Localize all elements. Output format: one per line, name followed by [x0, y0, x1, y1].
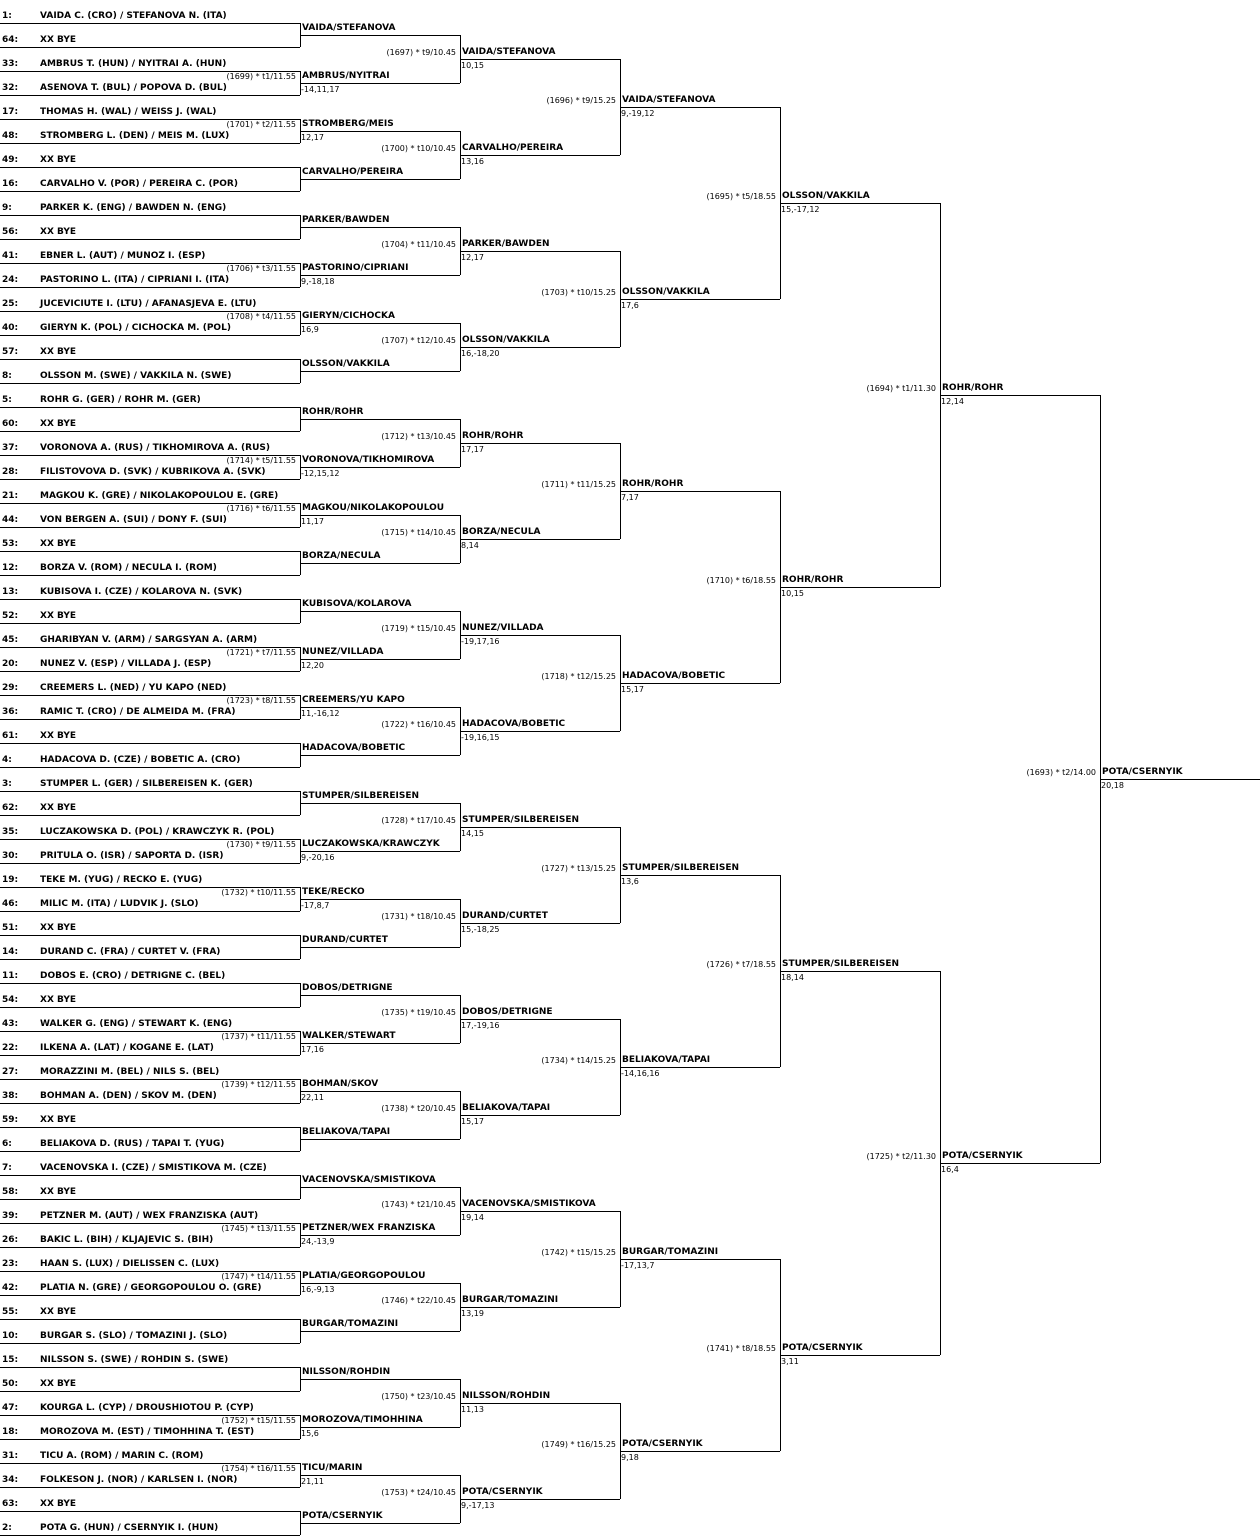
entry-seed: 64: [2, 35, 19, 45]
match-winner: POTA/CSERNYIK [462, 1487, 543, 1497]
entry-name: CARVALHO V. (POR) / PEREIRA C. (POR) [40, 179, 238, 189]
entry-seed: 14: [2, 947, 19, 957]
entry-seed: 20: [2, 659, 19, 669]
match-score: 15,17 [461, 1117, 484, 1126]
match-score: 7,17 [621, 493, 639, 502]
entry-name: LUCZAKOWSKA D. (POL) / KRAWCZYK R. (POL) [40, 827, 275, 837]
entry-seed: 19: [2, 875, 19, 885]
entry-seed: 24: [2, 275, 19, 285]
entry-name: XX BYE [40, 803, 77, 813]
match-score: -17,13,7 [621, 1261, 655, 1270]
entry-seed: 13: [2, 587, 19, 597]
entry-name: MAGKOU K. (GRE) / NIKOLAKOPOULOU E. (GRE) [40, 491, 279, 501]
match-winner: NUNEZ/VILLADA [302, 647, 384, 657]
match-info: (1715) * t14/10.45 [381, 528, 456, 537]
entry-name: VACENOVSKA I. (CZE) / SMISTIKOVA M. (CZE) [40, 1163, 267, 1173]
match-winner: HADACOVA/BOBETIC [622, 671, 726, 681]
entry-name: RAMIC T. (CRO) / DE ALMEIDA M. (FRA) [40, 707, 236, 717]
match-score: 15,6 [301, 1429, 319, 1438]
match-winner: DURAND/CURTET [462, 911, 548, 921]
match-score: 12,20 [301, 661, 324, 670]
match-winner: VACENOVSKA/SMISTIKOVA [302, 1175, 436, 1185]
entry-name: STUMPER L. (GER) / SILBEREISEN K. (GER) [40, 779, 253, 789]
entry-name: PETZNER M. (AUT) / WEX FRANZISKA (AUT) [40, 1211, 259, 1221]
match-winner: OLSSON/VAKKILA [302, 359, 390, 369]
entry-name: PASTORINO L. (ITA) / CIPRIANI I. (ITA) [40, 275, 230, 285]
entry-seed: 21: [2, 491, 19, 501]
entry-seed: 36: [2, 707, 19, 717]
match-score: 9,18 [621, 1453, 639, 1462]
entry-name: MILIC M. (ITA) / LUDVIK J. (SLO) [40, 899, 199, 909]
entry-seed: 34: [2, 1475, 19, 1485]
match-info: (1726) * t7/18.55 [706, 960, 776, 969]
entry-seed: 17: [2, 107, 19, 117]
match-info: (1750) * t23/10.45 [381, 1392, 456, 1401]
entry-name: MOROZOVA M. (EST) / TIMOHHINA T. (EST) [40, 1427, 255, 1437]
match-score: 12,17 [461, 253, 484, 262]
match-score: 22,11 [301, 1093, 324, 1102]
match-info: (1725) * t2/11.30 [866, 1152, 936, 1161]
entry-seed: 26: [2, 1235, 19, 1245]
match-winner: CARVALHO/PEREIRA [302, 167, 404, 177]
entry-name: PRITULA O. (ISR) / SAPORTA D. (ISR) [40, 851, 224, 861]
entry-name: VAIDA C. (CRO) / STEFANOVA N. (ITA) [40, 11, 227, 21]
entry-seed: 37: [2, 443, 19, 453]
match-info: (1728) * t17/10.45 [381, 816, 456, 825]
match-info: (1719) * t15/10.45 [381, 624, 456, 633]
entry-name: THOMAS H. (WAL) / WEISS J. (WAL) [40, 107, 217, 117]
entry-name: ILKENA A. (LAT) / KOGANE E. (LAT) [40, 1043, 214, 1053]
match-score: 16,-9,13 [301, 1285, 335, 1294]
entry-name: PARKER K. (ENG) / BAWDEN N. (ENG) [40, 203, 227, 213]
entry-name: HAAN S. (LUX) / DIELISSEN C. (LUX) [40, 1259, 220, 1269]
match-winner: POTA/CSERNYIK [302, 1511, 383, 1521]
match-score: 19,14 [461, 1213, 484, 1222]
entry-seed: 5: [2, 395, 12, 405]
match-winner: POTA/CSERNYIK [942, 1151, 1023, 1161]
entry-seed: 57: [2, 347, 19, 357]
match-winner: BELIAKOVA/TAPAI [302, 1127, 391, 1137]
match-info: (1743) * t21/10.45 [381, 1200, 456, 1209]
match-info: (1735) * t19/10.45 [381, 1008, 456, 1017]
entry-seed: 6: [2, 1139, 12, 1149]
match-info: (1752) * t15/11.55 [221, 1416, 296, 1425]
match-info: (1700) * t10/10.45 [381, 144, 456, 153]
match-winner: POTA/CSERNYIK [782, 1343, 863, 1353]
match-info: (1731) * t18/10.45 [381, 912, 456, 921]
match-score: 17,6 [621, 301, 639, 310]
match-info: (1707) * t12/10.45 [381, 336, 456, 345]
match-winner: WALKER/STEWART [302, 1031, 396, 1041]
match-score: 9,-17,13 [461, 1501, 495, 1510]
match-info: (1753) * t24/10.45 [381, 1488, 456, 1497]
match-score: 11,13 [461, 1405, 484, 1414]
match-winner: POTA/CSERNYIK [622, 1439, 703, 1449]
entry-seed: 1: [2, 11, 12, 21]
match-score: 9,-19,12 [621, 109, 655, 118]
entry-seed: 59: [2, 1115, 19, 1125]
entry-seed: 43: [2, 1019, 19, 1029]
entry-name: XX BYE [40, 155, 77, 165]
entry-seed: 10: [2, 1331, 19, 1341]
entry-name: TICU A. (ROM) / MARIN C. (ROM) [40, 1451, 204, 1461]
match-winner: BURGAR/TOMAZINI [302, 1319, 399, 1329]
match-winner: HADACOVA/BOBETIC [302, 743, 406, 753]
entry-name: EBNER L. (AUT) / MUNOZ I. (ESP) [40, 251, 206, 261]
match-winner: AMBRUS/NYITRAI [302, 71, 390, 81]
entry-name: MORAZZINI M. (BEL) / NILS S. (BEL) [40, 1067, 220, 1077]
match-winner: STUMPER/SILBEREISEN [622, 863, 740, 873]
entry-name: XX BYE [40, 1187, 77, 1197]
entry-seed: 32: [2, 83, 19, 93]
entry-name: NUNEZ V. (ESP) / VILLADA J. (ESP) [40, 659, 212, 669]
match-info: (1711) * t11/15.25 [541, 480, 616, 489]
entry-seed: 15: [2, 1355, 19, 1365]
entry-name: OLSSON M. (SWE) / VAKKILA N. (SWE) [40, 371, 232, 381]
match-score: 15,17 [621, 685, 644, 694]
match-winner: NILSSON/ROHDIN [462, 1391, 551, 1401]
match-winner: GIERYN/CICHOCKA [302, 311, 395, 321]
match-info: (1742) * t15/15.25 [541, 1248, 616, 1257]
entry-seed: 38: [2, 1091, 19, 1101]
match-info: (1696) * t9/15.25 [546, 96, 616, 105]
entry-name: VORONOVA A. (RUS) / TIKHOMIROVA A. (RUS) [40, 443, 270, 453]
entry-name: XX BYE [40, 995, 77, 1005]
entry-seed: 7: [2, 1163, 12, 1173]
match-score: 10,15 [461, 61, 484, 70]
match-winner: BORZA/NECULA [462, 527, 541, 537]
entry-seed: 30: [2, 851, 19, 861]
entry-seed: 2: [2, 1523, 12, 1533]
match-winner: BELIAKOVA/TAPAI [462, 1103, 551, 1113]
entry-name: AMBRUS T. (HUN) / NYITRAI A. (HUN) [40, 59, 227, 69]
entry-name: FOLKESON J. (NOR) / KARLSEN I. (NOR) [40, 1475, 238, 1485]
match-winner: CARVALHO/PEREIRA [462, 143, 564, 153]
match-winner: MAGKOU/NIKOLAKOPOULOU [302, 503, 445, 513]
entry-seed: 33: [2, 59, 19, 69]
match-winner: LUCZAKOWSKA/KRAWCZYK [302, 839, 440, 849]
match-info: (1703) * t10/15.25 [541, 288, 616, 297]
entry-name: KOURGA L. (CYP) / DROUSHIOTOU P. (CYP) [40, 1403, 254, 1413]
entry-seed: 42: [2, 1283, 19, 1293]
match-info: (1712) * t13/10.45 [381, 432, 456, 441]
entry-name: FILISTOVOVA D. (SVK) / KUBRIKOVA A. (SVK) [40, 467, 266, 477]
entry-seed: 28: [2, 467, 19, 477]
match-score: 14,15 [461, 829, 484, 838]
entry-seed: 55: [2, 1307, 19, 1317]
match-winner: STUMPER/SILBEREISEN [302, 791, 420, 801]
match-winner: ROHR/ROHR [782, 575, 844, 585]
entry-name: PLATIA N. (GRE) / GEORGOPOULOU O. (GRE) [40, 1283, 262, 1293]
match-winner: DOBOS/DETRIGNE [462, 1007, 553, 1017]
match-score: 12,17 [301, 133, 324, 142]
entry-seed: 31: [2, 1451, 19, 1461]
match-winner: PARKER/BAWDEN [302, 215, 390, 225]
entry-seed: 52: [2, 611, 19, 621]
match-winner: OLSSON/VAKKILA [622, 287, 710, 297]
match-score: 3,11 [781, 1357, 799, 1366]
entry-name: BURGAR S. (SLO) / TOMAZINI J. (SLO) [40, 1331, 228, 1341]
match-info: (1722) * t16/10.45 [381, 720, 456, 729]
match-info: (1699) * t1/11.55 [226, 72, 296, 81]
entry-seed: 54: [2, 995, 19, 1005]
entry-seed: 51: [2, 923, 19, 933]
match-winner: VACENOVSKA/SMISTIKOVA [462, 1199, 596, 1209]
match-winner: POTA/CSERNYIK [1102, 767, 1183, 777]
match-winner: VAIDA/STEFANOVA [302, 23, 396, 33]
match-score: 16,4 [941, 1165, 959, 1174]
entry-name: KUBISOVA I. (CZE) / KOLAROVA N. (SVK) [40, 587, 243, 597]
entry-seed: 23: [2, 1259, 19, 1269]
match-score: 18,14 [781, 973, 804, 982]
match-winner: DURAND/CURTET [302, 935, 388, 945]
match-score: 13,19 [461, 1309, 484, 1318]
match-winner: VAIDA/STEFANOVA [622, 95, 716, 105]
match-info: (1708) * t4/11.55 [226, 312, 296, 321]
match-info: (1732) * t10/11.55 [221, 888, 296, 897]
match-score: 17,17 [461, 445, 484, 454]
entry-seed: 46: [2, 899, 19, 909]
match-winner: DOBOS/DETRIGNE [302, 983, 393, 993]
match-winner: BOHMAN/SKOV [302, 1079, 379, 1089]
entry-name: BORZA V. (ROM) / NECULA I. (ROM) [40, 563, 217, 573]
entry-name: BOHMAN A. (DEN) / SKOV M. (DEN) [40, 1091, 217, 1101]
entry-seed: 50: [2, 1379, 19, 1389]
entry-name: JUCEVICIUTE I. (LTU) / AFANASJEVA E. (LTU) [40, 299, 257, 309]
entry-seed: 8: [2, 371, 12, 381]
match-score: 15,-18,25 [461, 925, 500, 934]
entry-seed: 63: [2, 1499, 19, 1509]
entry-name: XX BYE [40, 1307, 77, 1317]
match-winner: PARKER/BAWDEN [462, 239, 550, 249]
match-info: (1697) * t9/10.45 [386, 48, 456, 57]
match-info: (1723) * t8/11.55 [226, 696, 296, 705]
entry-seed: 4: [2, 755, 12, 765]
entry-name: HADACOVA D. (CZE) / BOBETIC A. (CRO) [40, 755, 241, 765]
match-score: 24,-13,9 [301, 1237, 335, 1246]
match-info: (1737) * t11/11.55 [221, 1032, 296, 1041]
match-winner: ROHR/ROHR [462, 431, 524, 441]
entry-name: DURAND C. (FRA) / CURTET V. (FRA) [40, 947, 221, 957]
entry-seed: 61: [2, 731, 19, 741]
entry-name: XX BYE [40, 1379, 77, 1389]
match-score: -19,17,16 [461, 637, 500, 646]
entry-name: XX BYE [40, 731, 77, 741]
entry-seed: 29: [2, 683, 19, 693]
entry-name: DOBOS E. (CRO) / DETRIGNE C. (BEL) [40, 971, 226, 981]
match-winner: BURGAR/TOMAZINI [462, 1295, 559, 1305]
match-winner: PLATIA/GEORGOPOULOU [302, 1271, 426, 1281]
match-info: (1754) * t16/11.55 [221, 1464, 296, 1473]
entry-seed: 44: [2, 515, 19, 525]
match-info: (1704) * t11/10.45 [381, 240, 456, 249]
match-winner: PETZNER/WEX FRANZISKA [302, 1223, 436, 1233]
match-info: (1695) * t5/18.55 [706, 192, 776, 201]
match-winner: VAIDA/STEFANOVA [462, 47, 556, 57]
match-info: (1741) * t8/18.55 [706, 1344, 776, 1353]
match-info: (1730) * t9/11.55 [226, 840, 296, 849]
match-winner: TICU/MARIN [302, 1463, 363, 1473]
match-winner: NUNEZ/VILLADA [462, 623, 544, 633]
entry-name: POTA G. (HUN) / CSERNYIK I. (HUN) [40, 1523, 219, 1533]
entry-seed: 39: [2, 1211, 19, 1221]
entry-seed: 11: [2, 971, 19, 981]
match-score: 11,17 [301, 517, 324, 526]
match-winner: BURGAR/TOMAZINI [622, 1247, 719, 1257]
match-info: (1749) * t16/15.25 [541, 1440, 616, 1449]
match-winner: ROHR/ROHR [302, 407, 364, 417]
entry-seed: 9: [2, 203, 12, 213]
entry-seed: 60: [2, 419, 19, 429]
entry-seed: 53: [2, 539, 19, 549]
entry-seed: 49: [2, 155, 19, 165]
match-info: (1706) * t3/11.55 [226, 264, 296, 273]
entry-seed: 62: [2, 803, 19, 813]
match-info: (1747) * t14/11.55 [221, 1272, 296, 1281]
match-info: (1718) * t12/15.25 [541, 672, 616, 681]
entry-seed: 25: [2, 299, 19, 309]
match-info: (1746) * t22/10.45 [381, 1296, 456, 1305]
match-winner: STUMPER/SILBEREISEN [462, 815, 580, 825]
match-info: (1727) * t13/15.25 [541, 864, 616, 873]
match-winner: PASTORINO/CIPRIANI [302, 263, 409, 273]
match-winner: CREEMERS/YU KAPO [302, 695, 405, 705]
match-winner: NILSSON/ROHDIN [302, 1367, 391, 1377]
match-score: 20,18 [1101, 781, 1124, 790]
match-winner: VORONOVA/TIKHOMIROVA [302, 455, 435, 465]
match-winner: OLSSON/VAKKILA [782, 191, 870, 201]
entry-seed: 58: [2, 1187, 19, 1197]
entry-seed: 56: [2, 227, 19, 237]
match-winner: BORZA/NECULA [302, 551, 381, 561]
match-score: 13,16 [461, 157, 484, 166]
match-winner: ROHR/ROHR [622, 479, 684, 489]
entry-name: CREEMERS L. (NED) / YU KAPO (NED) [40, 683, 227, 693]
match-info: (1714) * t5/11.55 [226, 456, 296, 465]
match-winner: KUBISOVA/KOLAROVA [302, 599, 412, 609]
match-score: 8,14 [461, 541, 479, 550]
match-score: 17,16 [301, 1045, 324, 1054]
match-info: (1716) * t6/11.55 [226, 504, 296, 513]
match-score: -12,15,12 [301, 469, 340, 478]
match-info: (1694) * t1/11.30 [866, 384, 936, 393]
entry-seed: 35: [2, 827, 19, 837]
entry-name: XX BYE [40, 923, 77, 933]
match-score: 16,9 [301, 325, 319, 334]
match-score: 16,-18,20 [461, 349, 500, 358]
match-score: 21,11 [301, 1477, 324, 1486]
match-score: 9,-18,18 [301, 277, 335, 286]
match-score: -14,11,17 [301, 85, 340, 94]
entry-name: BAKIC L. (BIH) / KLJAJEVIC S. (BIH) [40, 1235, 214, 1245]
match-score: 13,6 [621, 877, 639, 886]
entry-name: XX BYE [40, 611, 77, 621]
entry-name: NILSSON S. (SWE) / ROHDIN S. (SWE) [40, 1355, 229, 1365]
match-winner: MOROZOVA/TIMOHHINA [302, 1415, 423, 1425]
match-info: (1710) * t6/18.55 [706, 576, 776, 585]
match-score: -14,16,16 [621, 1069, 660, 1078]
entry-seed: 18: [2, 1427, 19, 1437]
match-score: 12,14 [941, 397, 964, 406]
match-info: (1738) * t20/10.45 [381, 1104, 456, 1113]
entry-name: XX BYE [40, 1115, 77, 1125]
entry-name: ASENOVA T. (BUL) / POPOVA D. (BUL) [40, 83, 227, 93]
entry-name: WALKER G. (ENG) / STEWART K. (ENG) [40, 1019, 233, 1029]
match-score: 17,-19,16 [461, 1021, 500, 1030]
entry-name: XX BYE [40, 227, 77, 237]
match-winner: OLSSON/VAKKILA [462, 335, 550, 345]
entry-name: BELIAKOVA D. (RUS) / TAPAI T. (YUG) [40, 1139, 225, 1149]
match-score: 9,-20,16 [301, 853, 335, 862]
match-info: (1734) * t14/15.25 [541, 1056, 616, 1065]
entry-seed: 27: [2, 1067, 19, 1077]
entry-name: ROHR G. (GER) / ROHR M. (GER) [40, 395, 201, 405]
entry-name: XX BYE [40, 347, 77, 357]
match-score: 10,15 [781, 589, 804, 598]
match-score: -19,16,15 [461, 733, 500, 742]
match-winner: STUMPER/SILBEREISEN [782, 959, 900, 969]
match-winner: HADACOVA/BOBETIC [462, 719, 566, 729]
match-score: -17,8,7 [301, 901, 330, 910]
entry-seed: 45: [2, 635, 19, 645]
entry-name: XX BYE [40, 1499, 77, 1509]
match-score: 15,-17,12 [781, 205, 820, 214]
match-winner: BELIAKOVA/TAPAI [622, 1055, 711, 1065]
match-info: (1745) * t13/11.55 [221, 1224, 296, 1233]
match-info: (1701) * t2/11.55 [226, 120, 296, 129]
match-info: (1739) * t12/11.55 [221, 1080, 296, 1089]
entry-name: XX BYE [40, 539, 77, 549]
entry-seed: 47: [2, 1403, 19, 1413]
match-score: 11,-16,12 [301, 709, 340, 718]
entry-seed: 16: [2, 179, 19, 189]
entry-seed: 41: [2, 251, 19, 261]
entry-name: XX BYE [40, 35, 77, 45]
entry-name: VON BERGEN A. (SUI) / DONY F. (SUI) [40, 515, 227, 525]
match-winner: TEKE/RECKO [302, 887, 365, 897]
entry-name: TEKE M. (YUG) / RECKO E. (YUG) [40, 875, 203, 885]
match-winner: STROMBERG/MEIS [302, 119, 394, 129]
entry-name: GHARIBYAN V. (ARM) / SARGSYAN A. (ARM) [40, 635, 258, 645]
match-info: (1693) * t2/14.00 [1026, 768, 1096, 777]
entry-seed: 48: [2, 131, 19, 141]
entry-seed: 3: [2, 779, 12, 789]
match-info: (1721) * t7/11.55 [226, 648, 296, 657]
entry-seed: 40: [2, 323, 19, 333]
entry-name: XX BYE [40, 419, 77, 429]
entry-seed: 22: [2, 1043, 19, 1053]
match-winner: ROHR/ROHR [942, 383, 1004, 393]
entry-name: GIERYN K. (POL) / CICHOCKA M. (POL) [40, 323, 231, 333]
entry-seed: 12: [2, 563, 19, 573]
entry-name: STROMBERG L. (DEN) / MEIS M. (LUX) [40, 131, 230, 141]
